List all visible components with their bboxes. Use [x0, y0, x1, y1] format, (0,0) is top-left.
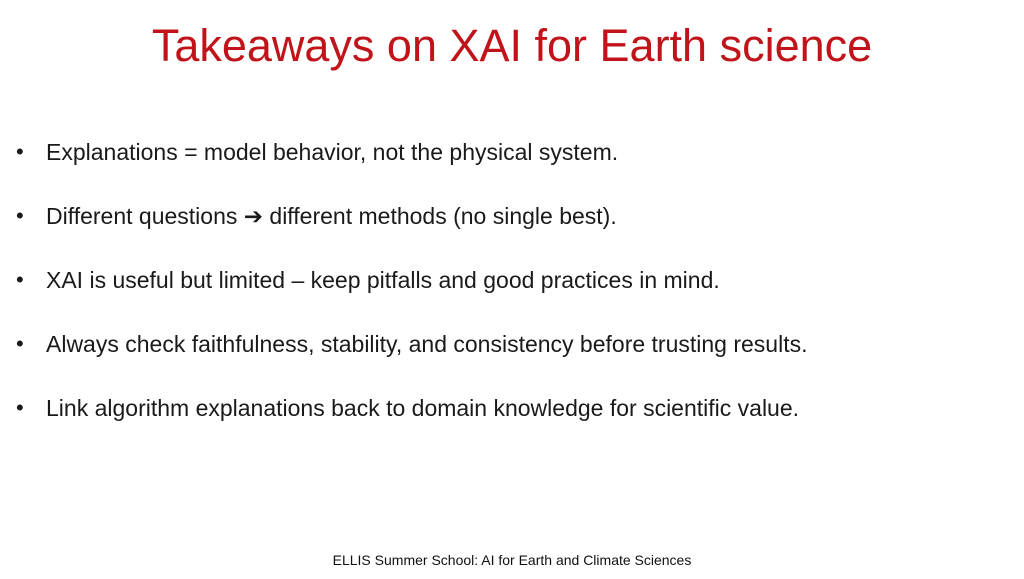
- bullet-text: Link algorithm explanations back to domain knowledge for scientific value.: [46, 395, 800, 421]
- bullet-point-icon: •: [16, 203, 24, 228]
- bullet-item: [16, 389, 1016, 453]
- bullet-text: Explanations = model behavior, not the physical system.: [46, 139, 619, 165]
- bullet-point-icon: •: [16, 267, 24, 292]
- bullet-item: [16, 261, 1016, 325]
- bullet-item: [16, 133, 1016, 197]
- bullet-point-icon: •: [16, 331, 24, 356]
- bullet-list: [16, 133, 1016, 453]
- bullet-text: Always check faithfulness, stability, and consistency before trusting results.: [46, 331, 808, 357]
- bullet-item: [16, 325, 1016, 389]
- slide-footer: ELLIS Summer School: AI for Earth and Climate Sciences: [332, 552, 692, 568]
- slide-title: Takeaways on XAI for Earth science: [151, 20, 873, 71]
- bullet-text: Different questions ➔ different methods (no single best).: [46, 203, 617, 229]
- bullet-text: XAI is useful but limited – keep pitfalls and good practices in mind.: [46, 267, 720, 293]
- bullet-point-icon: •: [16, 395, 24, 420]
- bullet-point-icon: •: [16, 139, 24, 164]
- bullet-item: [16, 197, 1016, 261]
